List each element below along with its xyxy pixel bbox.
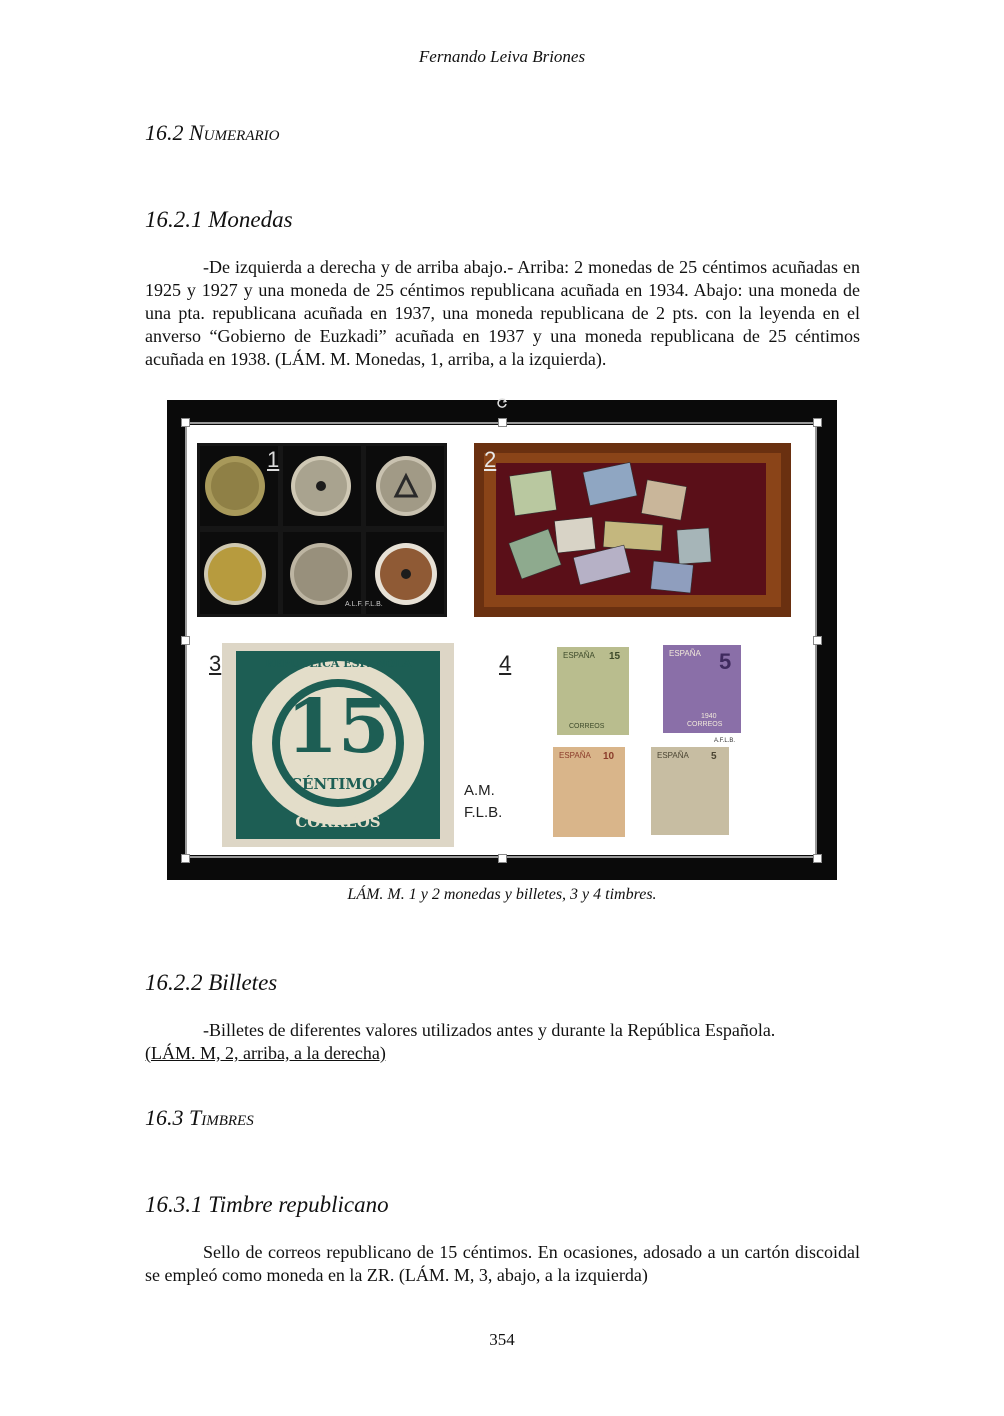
section-title: Numerario: [189, 120, 280, 145]
stamp-a-value: 15: [609, 651, 621, 662]
resize-handle[interactable]: [498, 418, 507, 427]
resize-handle[interactable]: [813, 636, 822, 645]
billetes-paragraph: [145, 1019, 860, 1065]
credit-line-1: A.M.: [464, 782, 495, 799]
panel-label-2: 2: [484, 447, 497, 472]
stamp-centimos: CÉNTIMOS: [290, 775, 386, 793]
timbre-paragraph: [145, 1241, 860, 1287]
section-title: Timbres: [189, 1105, 254, 1130]
stamp-b-value: 5: [719, 649, 732, 674]
stamp-a-correos: CORREOS: [569, 723, 605, 730]
figure-lam-m: [167, 400, 837, 880]
subsection-heading-16-2-1: 16.2.1 Monedas: [145, 207, 293, 232]
resize-handle[interactable]: [181, 636, 190, 645]
coins-watermark: A.L.F. F.L.B.: [345, 601, 383, 608]
running-header: Fernando Leiva Briones: [418, 47, 586, 66]
subsection-heading-16-3-1: 16.3.1 Timbre republicano: [145, 1192, 389, 1217]
timbre-text: Sello de correos republicano de 15 céntimos. En ocasiones, adosado a un cartón discoidal se empleó como moneda en la ZR. (LÁM. M, 3, abajo, a la izquierda): [145, 1242, 860, 1285]
page-number: 354: [489, 1330, 515, 1349]
subsection-heading-16-2-2: 16.2.2 Billetes: [145, 970, 278, 995]
stamp-country: REPUBLICA ESPAÑOLA: [264, 657, 412, 670]
rotate-handle-icon[interactable]: [496, 396, 508, 408]
section-number: 16.3: [145, 1105, 184, 1130]
stamp-a-country: ESPAÑA: [563, 651, 595, 660]
selection-border: [185, 422, 817, 858]
resize-handle[interactable]: [498, 854, 507, 863]
stamp-c-value: 10: [603, 751, 615, 762]
stamp-b-year: 1940: [701, 713, 717, 720]
monedas-paragraph: [145, 256, 860, 371]
panel-label-1: 1: [267, 447, 280, 472]
stamp-c-country: ESPAÑA: [559, 751, 591, 760]
stamp-b-correos: CORREOS: [687, 721, 723, 728]
stamp-value: 15: [286, 684, 390, 770]
section-heading-16-3: [145, 1105, 254, 1131]
stamp-b-country: ESPAÑA: [669, 649, 701, 658]
resize-handle[interactable]: [813, 418, 822, 427]
panel-label-3: 3: [209, 651, 222, 676]
stamp-d-value: 5: [711, 751, 717, 762]
figure-caption: LÁM. M. 1 y 2 monedas y billetes, 3 y 4 timbres.: [347, 886, 657, 903]
section-heading-16-2: [145, 120, 279, 146]
credit-line-2: F.L.B.: [464, 804, 503, 821]
billetes-text: -Billetes de diferentes valores utilizados antes y durante la República Española.: [203, 1020, 776, 1040]
panel-label-4: 4: [499, 651, 512, 676]
billetes-reference-link[interactable]: (LÁM. M, 2, arriba, a la derecha): [145, 1043, 386, 1063]
stamps-watermark: A.F.L.B.: [714, 738, 736, 744]
resize-handle[interactable]: [181, 854, 190, 863]
monedas-text: -De izquierda a derecha y de arriba abajo.- Arriba: 2 monedas de 25 céntimos acuñadas en 1925 y 1927 y una moneda de 25 céntimos republicana acuñada en 1934. Abajo: una moneda de una pta. republicana acuñada en 1937, una moneda republicana de 2 pts. con la leyenda en el anverso “Gobierno de Euzkadi” acuñada en 1937 y una moneda republicana de 25 céntimos acuñada en 1938. (LÁM. M. Monedas, 1, arriba, a la izquierda).: [145, 257, 860, 369]
resize-handle[interactable]: [181, 418, 190, 427]
resize-handle[interactable]: [813, 854, 822, 863]
stamp-d-country: ESPAÑA: [657, 751, 689, 760]
section-number: 16.2: [145, 120, 184, 145]
stamp-correos: CORREOS: [295, 813, 381, 831]
